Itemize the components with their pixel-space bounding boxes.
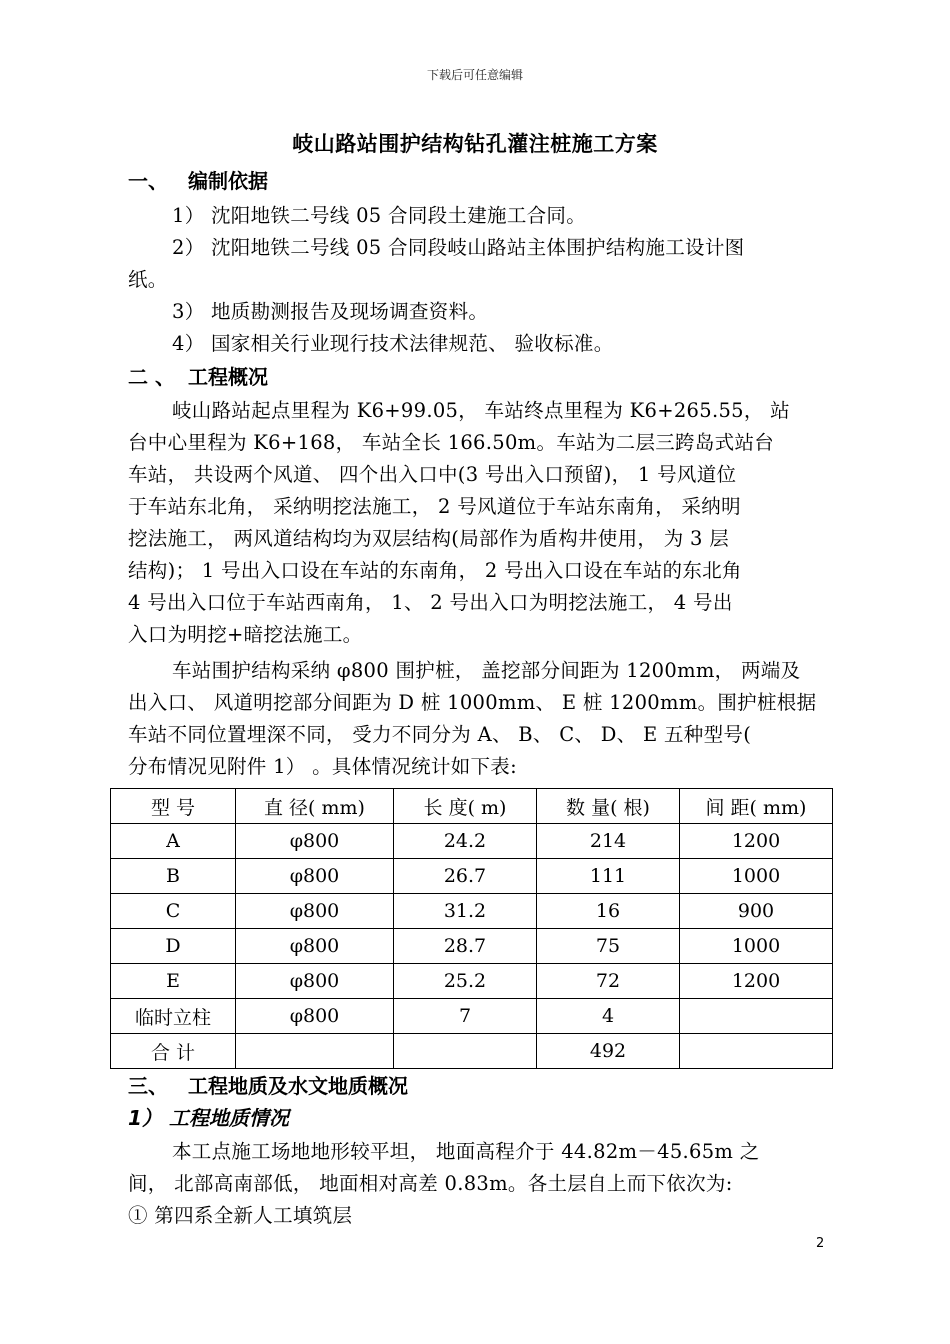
- cell-spacing: 900: [680, 894, 833, 929]
- cell-quantity: 75: [537, 929, 680, 964]
- cell-type: B: [111, 859, 236, 894]
- cell-length: 31.2: [394, 894, 537, 929]
- cell-quantity: 16: [537, 894, 680, 929]
- cell-length: 7: [394, 999, 537, 1034]
- geology-line: 本工点施工场地地形较平坦， 地面高程介于 44.82m－45.65m 之: [172, 1140, 760, 1163]
- overview-line: 入口为明挖+暗挖法施工。: [128, 623, 363, 646]
- cell-diameter: φ800: [236, 824, 394, 859]
- cell-length: 24.2: [394, 824, 537, 859]
- cell-length: 25.2: [394, 964, 537, 999]
- page-number: 2: [816, 1236, 825, 1251]
- table-row: [111, 824, 833, 859]
- header-spacing: 间 距( mm): [680, 789, 833, 824]
- subsection-geology-heading: 1） 工程地质情况: [128, 1106, 289, 1130]
- table-row: [111, 999, 833, 1034]
- cell-spacing: [680, 1034, 833, 1069]
- cell-type: 临时立柱: [111, 999, 236, 1034]
- section-3-heading: [128, 1070, 408, 1099]
- cell-type: 合 计: [111, 1034, 236, 1069]
- cell-spacing: 1000: [680, 859, 833, 894]
- cell-type: D: [111, 929, 236, 964]
- cell-spacing: 1200: [680, 824, 833, 859]
- pile-line: 车站不同位置埋深不同， 受力不同分为 A、 B、 C、 D、 E 五种型号(: [128, 723, 752, 746]
- pile-line: 出入口、 风道明挖部分间距为 D 桩 1000mm、 E 桩 1200mm。围护桩根据: [128, 691, 817, 714]
- overview-line: 岐山路站起点里程为 K6+99.05， 车站终点里程为 K6+265.55， 站: [172, 399, 790, 422]
- table-row: [111, 894, 833, 929]
- section-3-title: 工程地质及水文地质概况: [188, 1074, 408, 1098]
- cell-spacing: 1200: [680, 964, 833, 999]
- geology-line: 间， 北部高南部低， 地面相对高差 0.83m。各土层自上而下依次为:: [128, 1172, 733, 1195]
- document-title: 岐山路站围护结构钻孔灌注桩施工方案: [292, 132, 658, 156]
- header-length: 长 度( m): [394, 789, 537, 824]
- header-quantity: 数 量( 根): [537, 789, 680, 824]
- cell-diameter: [236, 1034, 394, 1069]
- cell-diameter: φ800: [236, 964, 394, 999]
- cell-type: C: [111, 894, 236, 929]
- section-2-number: 二 、: [128, 365, 175, 389]
- pile-statistics-table: [110, 788, 833, 1069]
- overview-line: 车站， 共设两个风道、 四个出入口中(3 号出入口预留)， 1 号风道位: [128, 463, 737, 486]
- overview-line: 于车站东北角， 采纳明挖法施工， 2 号风道位于车站东南角， 采纳明: [128, 495, 741, 518]
- table-row: [111, 964, 833, 999]
- cell-diameter: φ800: [236, 859, 394, 894]
- cell-length: 28.7: [394, 929, 537, 964]
- cell-diameter: φ800: [236, 999, 394, 1034]
- geology-line: ① 第四系全新人工填筑层: [128, 1204, 353, 1227]
- section-1-number: 一、: [128, 169, 168, 193]
- basis-item-3: 3） 地质勘测报告及现场调查资料。: [172, 300, 489, 323]
- cell-type: A: [111, 824, 236, 859]
- overview-line: 结构)； 1 号出入口设在车站的东南角， 2 号出入口设在车站的东北角: [128, 559, 742, 582]
- section-3-number: 三、: [128, 1074, 168, 1098]
- page-header-note: 下载后可任意编辑: [426, 68, 523, 82]
- basis-item-2: 2） 沈阳地铁二号线 05 合同段岐山路站主体围护结构施工设计图: [172, 236, 745, 259]
- cell-diameter: φ800: [236, 929, 394, 964]
- cell-quantity: 4: [537, 999, 680, 1034]
- cell-length: [394, 1034, 537, 1069]
- cell-quantity: 214: [537, 824, 680, 859]
- section-1-heading: [128, 165, 268, 194]
- overview-line: 台中心里程为 K6+168， 车站全长 166.50m。车站为二层三跨岛式站台: [128, 431, 775, 454]
- cell-diameter: φ800: [236, 894, 394, 929]
- basis-item-2-cont: 纸。: [128, 268, 168, 291]
- overview-line: 挖法施工， 两风道结构均为双层结构(局部作为盾构井使用， 为 3 层: [128, 527, 730, 550]
- overview-line: 4 号出入口位于车站西南角， 1、 2 号出入口为明挖法施工， 4 号出: [128, 591, 733, 614]
- table-total-row: [111, 1034, 833, 1069]
- pile-line: 分布情况见附件 1） 。具体情况统计如下表:: [128, 755, 517, 778]
- table-row: [111, 859, 833, 894]
- header-diameter: 直 径( mm): [236, 789, 394, 824]
- cell-quantity: 72: [537, 964, 680, 999]
- cell-type: E: [111, 964, 236, 999]
- pile-line: 车站围护结构采纳 φ800 围护桩， 盖挖部分间距为 1200mm， 两端及: [172, 659, 801, 682]
- section-2-title: 工程概况: [188, 365, 268, 389]
- basis-item-1: 1） 沈阳地铁二号线 05 合同段土建施工合同。: [172, 204, 587, 227]
- table-header-row: [111, 789, 833, 824]
- basis-item-4: 4） 国家相关行业现行技术法律规范、 验收标准。: [172, 332, 614, 355]
- cell-quantity: 111: [537, 859, 680, 894]
- cell-spacing: 1000: [680, 929, 833, 964]
- cell-spacing: [680, 999, 833, 1034]
- header-type: 型 号: [111, 789, 236, 824]
- cell-length: 26.7: [394, 859, 537, 894]
- table-row: [111, 929, 833, 964]
- section-2-heading: [128, 361, 268, 390]
- section-1-title: 编制依据: [188, 169, 268, 193]
- cell-quantity: 492: [537, 1034, 680, 1069]
